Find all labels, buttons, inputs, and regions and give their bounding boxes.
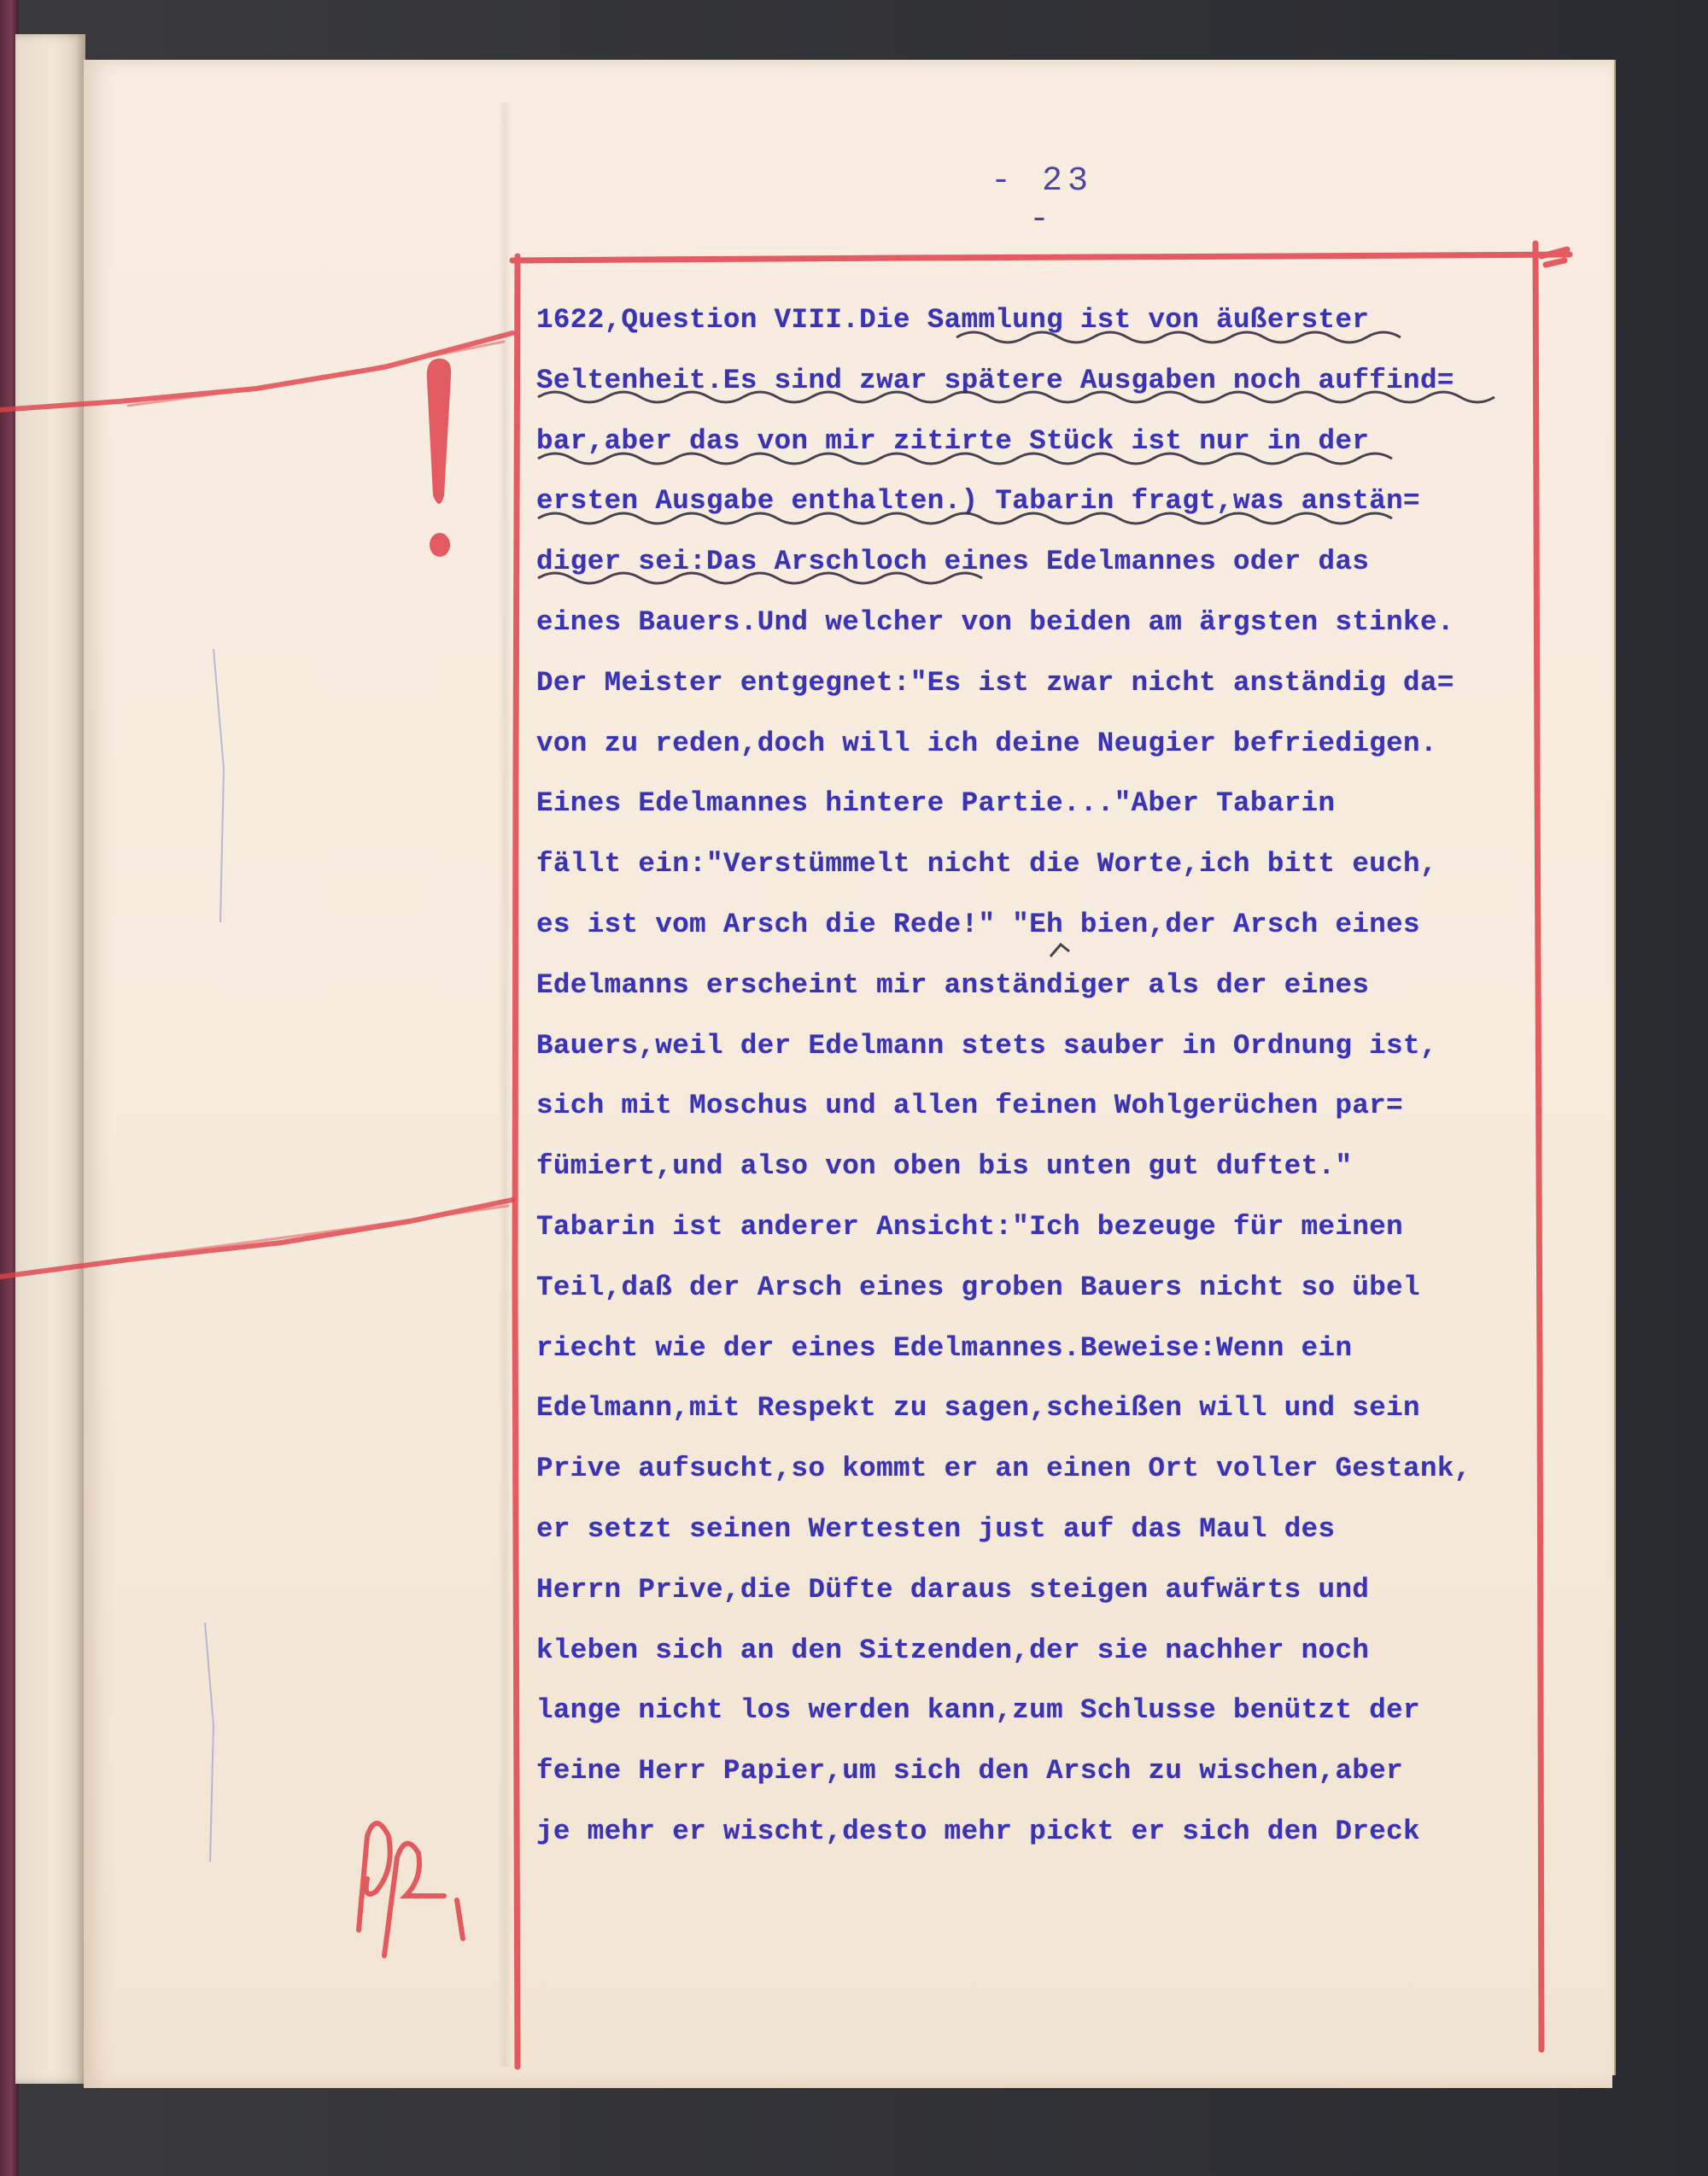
typed-line: er setzt seinen Wertesten just auf das Maul des xyxy=(536,1512,1336,1545)
typed-line: Teil,daß der Arsch eines groben Bauers nicht so übel xyxy=(536,1271,1420,1303)
typed-line: je mehr er wischt,desto mehr pickt er sich den Dreck xyxy=(536,1815,1420,1847)
typed-line: Edelmann,mit Respekt zu sagen,scheißen will und sein xyxy=(536,1392,1420,1424)
typed-line: fällt ein:"Verstümmelt nicht die Worte,ich bitt euch, xyxy=(536,848,1437,880)
typed-line: Herrn Prive,die Düfte daraus steigen aufwärts und xyxy=(536,1573,1370,1606)
typed-line: ersten Ausgabe enthalten.) Tabarin fragt,was anstän= xyxy=(536,485,1420,518)
typed-line: Der Meister entgegnet:"Es ist zwar nicht anständig da= xyxy=(536,666,1454,699)
page-number: - 23 - xyxy=(990,162,1093,239)
typed-line: Eines Edelmannes hintere Partie..."Aber Tabarin xyxy=(536,787,1336,820)
typed-line: von zu reden,doch will ich deine Neugier befriedigen. xyxy=(536,727,1437,759)
typed-line: kleben sich an den Sitzenden,der sie nachher noch xyxy=(536,1634,1370,1666)
typed-line: bar,aber das von mir zitirte Stück ist nur in der xyxy=(536,424,1370,457)
typed-line: sich mit Moschus und allen feinen Wohlgerüchen par= xyxy=(536,1090,1404,1122)
left-page-sliver xyxy=(15,34,85,2084)
typed-line: 1622,Question VIII.Die Sammlung ist von äußerster xyxy=(536,304,1370,336)
typed-line: Seltenheit.Es sind zwar spätere Ausgaben noch auffind= xyxy=(536,364,1454,396)
typed-line: Edelmanns erscheint mir anständiger als der eines xyxy=(536,968,1370,1001)
typed-line: lange nicht los werden kann,zum Schlusse benützt der xyxy=(536,1694,1420,1727)
typewritten-text-block xyxy=(536,290,1518,1863)
typed-line: fümiert,und also von oben bis unten gut duftet." xyxy=(536,1150,1353,1183)
typed-line: Prive aufsucht,so kommt er an einen Ort voller Gestank, xyxy=(536,1453,1471,1485)
typed-line: eines Bauers.Und welcher von beiden am ärgsten stinke. xyxy=(536,605,1454,638)
typed-line: diger sei:Das Arschloch eines Edelmannes oder das xyxy=(536,546,1370,578)
typed-line: Tabarin ist anderer Ansicht:"Ich bezeuge für meinen xyxy=(536,1210,1404,1243)
typed-line: riecht wie der eines Edelmannes.Beweise:Wenn ein xyxy=(536,1331,1353,1364)
typed-line: feine Herr Papier,um sich den Arsch zu wischen,aber xyxy=(536,1755,1404,1787)
typed-line: es ist vom Arsch die Rede!" "Eh bien,der Arsch eines xyxy=(536,908,1420,940)
page-crease xyxy=(498,102,512,2067)
typed-line: Bauers,weil der Edelmann stets sauber in Ordnung ist, xyxy=(536,1029,1437,1062)
